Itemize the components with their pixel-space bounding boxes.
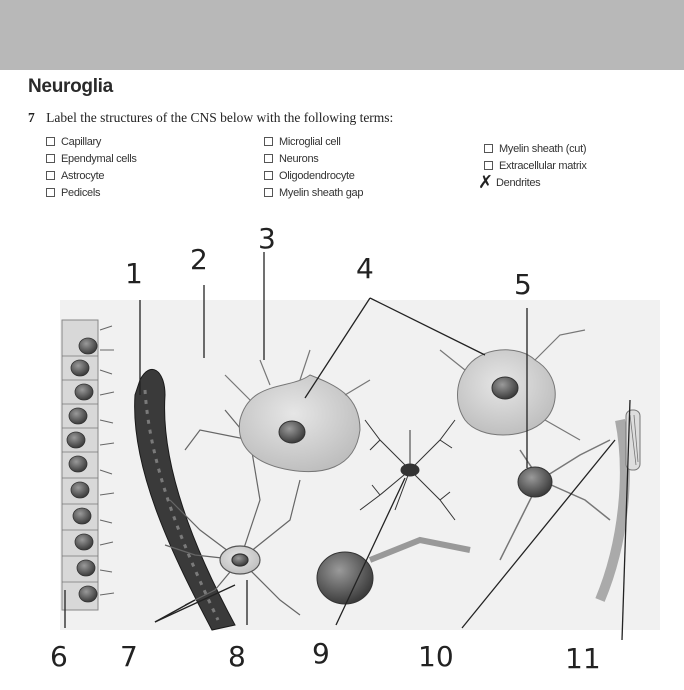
question-text: Label the structures of the CNS below with the following terms:: [46, 110, 394, 125]
label-number-6: 6: [50, 640, 68, 673]
label-number-4: 4: [356, 252, 374, 285]
term-item[interactable]: Microglial cell: [264, 134, 363, 151]
term-item[interactable]: Extracellular matrix: [484, 158, 587, 175]
term-item[interactable]: Neurons: [264, 151, 363, 168]
label-number-10: 10: [418, 640, 454, 673]
label-number-2: 2: [190, 243, 208, 276]
term-item[interactable]: Myelin sheath gap: [264, 185, 363, 202]
term-item[interactable]: Astrocyte: [46, 168, 137, 185]
label-number-5: 5: [514, 268, 532, 301]
term-item[interactable]: Capillary: [46, 134, 137, 151]
label-number-11: 11: [565, 642, 601, 675]
term-item[interactable]: Pedicels: [46, 185, 137, 202]
term-item[interactable]: Ependymal cells: [46, 151, 137, 168]
term-item[interactable]: Oligodendrocyte: [264, 168, 363, 185]
handwritten-x-mark-icon: ✗: [478, 172, 493, 194]
label-number-3: 3: [258, 222, 276, 255]
label-number-7: 7: [120, 640, 138, 673]
section-title: Neuroglia: [28, 76, 113, 97]
term-item[interactable]: ✗ Dendrites: [478, 172, 541, 194]
question-number: 7: [28, 110, 35, 125]
label-number-8: 8: [228, 640, 246, 673]
label-number-1: 1: [125, 257, 143, 290]
term-item[interactable]: Myelin sheath (cut): [484, 141, 587, 158]
label-number-9: 9: [312, 637, 330, 670]
